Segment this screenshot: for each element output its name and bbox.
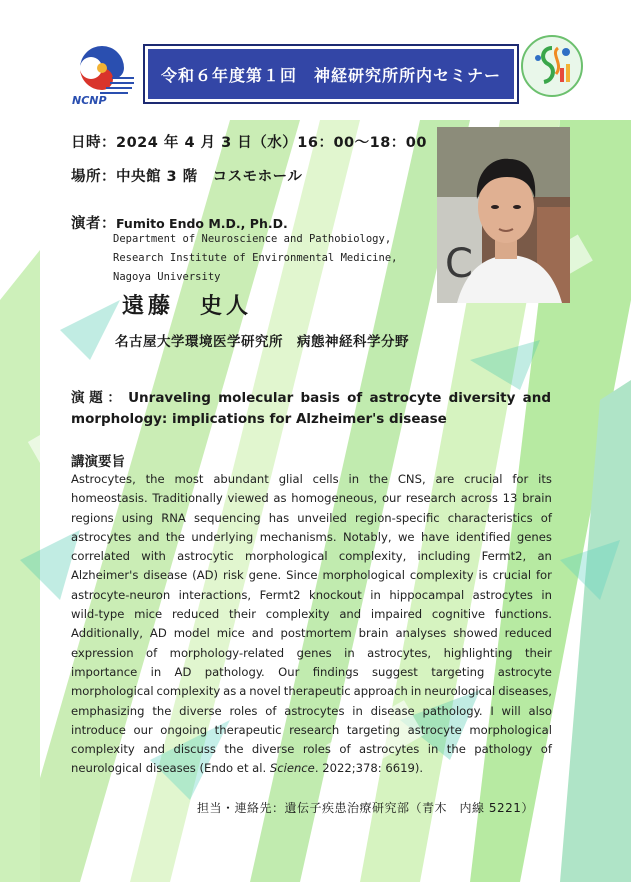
abstract-word: hippocampal — [389, 587, 465, 602]
abstract-word: abundant — [213, 472, 269, 486]
talk-title-line1 — [71, 388, 551, 409]
place-row — [71, 165, 302, 186]
abstract-word: pathology — [474, 742, 533, 757]
abstract-word: crucial — [492, 568, 532, 583]
abstract-word: complexity — [409, 568, 474, 583]
abstract-word: viewed — [227, 491, 269, 506]
abstract-line-text: neurological diseases (Endo et al. — [71, 761, 270, 776]
abstract-line — [71, 740, 552, 759]
abstract-last-line — [71, 759, 552, 778]
journal-name: Science — [269, 761, 315, 776]
abstract-word: genes — [296, 645, 332, 660]
abstract-word: and — [137, 529, 160, 544]
abstract-word: of — [339, 742, 351, 757]
abstract-word: of — [265, 703, 277, 718]
abstract-word: research — [405, 491, 457, 506]
abstract-word: astrocytes — [472, 587, 533, 602]
abstract-word: of — [540, 510, 552, 525]
abstract-word: of — [146, 645, 158, 660]
date-row — [71, 131, 427, 152]
abstract-word: AD — [149, 626, 167, 641]
affiliation-line: Research Institute of Environmental Medicine, — [113, 252, 398, 264]
title-word: and — [522, 390, 551, 406]
abstract-word: crucial — [464, 472, 503, 486]
title-word: molecular — [218, 390, 294, 406]
abstract-word: Additionally, — [71, 626, 143, 641]
abstract-word: roles — [302, 742, 331, 757]
abstract-word: in — [427, 742, 439, 757]
abstract-word: of — [540, 742, 552, 757]
abstract-word: Our — [278, 664, 300, 679]
abstract-word: an — [537, 549, 552, 564]
abstract-word: brain — [522, 491, 552, 506]
abstract-word: have — [420, 529, 450, 544]
abstract-line — [71, 547, 552, 566]
abstract-word: findings — [312, 664, 359, 679]
contact-info: 担当・連絡先：遺伝子疾患治療研究部（青木 内線 5221） — [197, 801, 534, 815]
abstract-heading: 講演要旨 — [71, 454, 125, 470]
abstract-word: novel — [249, 684, 281, 699]
abstract-word: Since — [286, 568, 318, 583]
abstract-word: astrocytes, — [367, 645, 432, 660]
abstract-word: mice — [134, 607, 163, 622]
abstract-line — [71, 702, 552, 721]
speaker-name-en: Fumito Endo M.D., Ph.D. — [116, 216, 288, 231]
abstract-word: as — [273, 491, 287, 506]
abstract-word: in — [370, 587, 381, 602]
abstract-word: complexity — [265, 607, 330, 622]
abstract-line — [71, 624, 552, 643]
abstract-word: disease — [143, 568, 188, 583]
abstract-word: mice — [216, 626, 245, 641]
abstract-word: diverse — [179, 703, 222, 718]
abstract-word: the — [152, 703, 172, 718]
title-word: of — [347, 390, 363, 406]
institution-jp: 名古屋大学環境医学研究所 病態神経科学分野 — [115, 334, 409, 350]
abstract-word: most — [174, 472, 204, 486]
abstract-word: its — [538, 472, 552, 486]
abstract-line — [71, 644, 552, 663]
abstract-word: regions — [71, 510, 114, 525]
abstract-word: the — [446, 742, 466, 757]
abstract-word: therapeutic — [214, 722, 282, 737]
abstract-word: mechanisms. — [259, 529, 337, 544]
abstract-word: (AD) — [192, 568, 219, 583]
abstract-word: suggest — [372, 664, 418, 679]
abstract-word: astrocytes — [359, 742, 420, 757]
abstract-word: sequencing — [193, 510, 261, 525]
abstract-word: emphasizing — [71, 703, 145, 718]
abstract-word: correlated — [71, 549, 131, 564]
abstract-word: expression — [71, 645, 134, 660]
abstract-line — [71, 721, 552, 740]
abstract-word: across — [460, 491, 498, 506]
abstract-word: Traditionally — [152, 491, 223, 506]
talk-title — [71, 388, 551, 430]
speaker-label: 演者： — [71, 216, 116, 232]
abstract-word: disease — [370, 703, 415, 718]
abstract-word: also — [528, 703, 552, 718]
abstract-word: Fermt2, — [481, 549, 527, 564]
title-word: Unraveling — [128, 390, 211, 406]
abstract-word: targeting — [431, 664, 485, 679]
abstract-word: morphological — [71, 684, 154, 699]
abstract-word: risk — [222, 568, 244, 583]
abstract-word: in — [150, 664, 162, 679]
abstract-word: neurological — [424, 684, 496, 699]
abstract-word: model — [173, 626, 210, 641]
abstract-word: highlighting — [443, 645, 513, 660]
abstract-word: for — [512, 472, 529, 486]
abstract-word: reduced — [504, 626, 552, 641]
abstract-word: diseases, — [498, 684, 552, 699]
abstract-word: genes — [516, 529, 552, 544]
abstract-word: their — [228, 607, 256, 622]
abstract-line — [71, 489, 552, 508]
abstract-word: underlying — [191, 529, 254, 544]
date-value: 2024 年 4 月 3 日（水）16：00〜18：00 — [116, 135, 427, 151]
abstract-word: research — [289, 722, 340, 737]
title-word: diversity — [448, 390, 516, 406]
abstract-line — [71, 509, 552, 528]
abstract-word: Fermt2 — [259, 587, 301, 602]
title-word: basis — [300, 390, 340, 406]
abstract-word: in — [344, 645, 355, 660]
affiliation-line: Department of Neuroscience and Pathobiology, — [113, 233, 392, 245]
abstract-word: diverse — [251, 742, 295, 757]
abstract-word: astrocytic — [177, 549, 234, 564]
abstract-word: knockout — [308, 587, 362, 602]
abstract-word: approach — [353, 684, 408, 699]
abstract-word: CNS, — [397, 472, 426, 486]
abstract-word: homogeneous, — [291, 491, 378, 506]
ncnp-logo-text: NCNP — [72, 94, 107, 107]
abstract-word: and — [251, 626, 274, 641]
abstract-word: postmortem — [280, 626, 352, 641]
abstract-word: gene. — [248, 568, 282, 583]
abstract-word: identified — [455, 529, 511, 544]
abstract-word: Notably, — [342, 529, 392, 544]
abstract-word: Alzheimer's — [71, 568, 139, 583]
abstract-word: astrocyte — [407, 722, 462, 737]
abstract-word: complexity — [71, 742, 135, 757]
abstract-word: reduced — [171, 607, 220, 622]
abstract-word: homeostasis. — [71, 491, 148, 506]
abstract-word: our — [381, 491, 402, 506]
abstract-word: morphological — [469, 722, 552, 737]
abstract-word: analyses — [395, 626, 447, 641]
abstract-word: region-specific — [354, 510, 440, 525]
seminar-title-banner — [143, 44, 519, 104]
abstract-line — [71, 470, 552, 489]
abstract-word: and — [143, 742, 166, 757]
abstract-word: characteristics — [447, 510, 533, 525]
abstract-word: glial — [278, 472, 303, 486]
speaker-photo — [437, 127, 570, 303]
abstract-word: and — [339, 607, 362, 622]
abstract-line — [71, 682, 552, 701]
abstract-word: a — [239, 684, 247, 699]
abstract-word: morphological — [245, 549, 328, 564]
talk-title-label: 演 題 ： — [71, 390, 121, 406]
abstract-word: the — [368, 472, 388, 486]
abstract-word: astrocyte — [497, 664, 552, 679]
abstract-line — [71, 663, 552, 682]
abstract-word: 13 — [502, 491, 518, 506]
abstract-word: interactions, — [178, 587, 252, 602]
abstract-line — [71, 605, 552, 624]
place-label: 場所： — [71, 169, 116, 185]
abstract-word: ongoing — [160, 722, 208, 737]
abstract-word: Astrocytes, — [71, 472, 136, 486]
title-word: astrocyte — [369, 390, 442, 406]
abstract-body — [71, 470, 552, 779]
svg-text:C: C — [445, 241, 473, 287]
abstract-word: in — [352, 703, 363, 718]
research-institute-logo — [520, 34, 584, 98]
abstract-word: therapeutic — [283, 684, 351, 699]
abstract-word: cognitive — [431, 607, 486, 622]
abstract-word: as — [223, 684, 237, 699]
date-label: 日時： — [71, 135, 116, 151]
abstract-word: RNA — [161, 510, 186, 525]
abstract-word: morphological — [322, 568, 405, 583]
abstract-word: cells — [312, 472, 339, 486]
abstract-word: unveiled — [297, 510, 347, 525]
place-value: 中央館 3 階 コスモホール — [116, 169, 303, 185]
abstract-word: the — [224, 742, 244, 757]
abstract-word: I — [490, 703, 494, 718]
abstract-word: the — [165, 529, 185, 544]
abstract-word: in — [410, 684, 422, 699]
abstract-word: introduce — [71, 722, 126, 737]
abstract-word: astrocytes — [71, 529, 132, 544]
seminar-title: 令和６年度第１回 神経研究所所内セミナー — [160, 65, 501, 85]
abstract-line-text: . 2022;378: 6619). — [314, 761, 424, 776]
speaker-affiliation — [113, 230, 397, 287]
abstract-word: with — [141, 549, 166, 564]
affiliation-line: Nagoya University — [113, 271, 221, 283]
abstract-word: we — [397, 529, 415, 544]
abstract-word: in — [541, 587, 552, 602]
talk-title-line2: morphology: implications for Alzheimer's disease — [71, 411, 447, 427]
abstract-word: the — [145, 472, 165, 486]
abstract-word: roles — [229, 703, 258, 718]
abstract-word: using — [121, 510, 154, 525]
abstract-word: including — [417, 549, 471, 564]
abstract-word: wild-type — [71, 607, 125, 622]
abstract-word: is — [478, 568, 488, 583]
abstract-word: pathology. — [204, 664, 265, 679]
abstract-word: has — [268, 510, 290, 525]
abstract-word: complexity — [156, 684, 221, 699]
abstract-word: astrocyte-neuron — [71, 587, 171, 602]
abstract-line — [71, 586, 552, 605]
abstract-word: importance — [71, 664, 138, 679]
abstract-line — [71, 528, 552, 547]
abstract-word: our — [133, 722, 153, 737]
abstract-word: are — [435, 472, 455, 486]
abstract-word: impaired — [370, 607, 423, 622]
abstract-word: will — [501, 703, 521, 718]
abstract-word: complexity, — [338, 549, 407, 564]
abstract-word: brain — [358, 626, 389, 641]
abstract-word: targeting — [346, 722, 401, 737]
speaker-name-jp: 遠藤 史人 — [122, 294, 253, 319]
abstract-line — [71, 566, 552, 585]
abstract-word: discuss — [173, 742, 216, 757]
abstract-word: pathology. — [422, 703, 483, 718]
abstract-word: morphology-related — [169, 645, 285, 660]
abstract-word: functions. — [494, 607, 552, 622]
abstract-word: for — [535, 568, 552, 583]
abstract-word: AD — [174, 664, 192, 679]
abstract-word: showed — [453, 626, 498, 641]
abstract-word: astrocytes — [284, 703, 345, 718]
abstract-word: their — [524, 645, 552, 660]
abstract-word: in — [348, 472, 360, 486]
ncnp-logo — [72, 38, 138, 110]
